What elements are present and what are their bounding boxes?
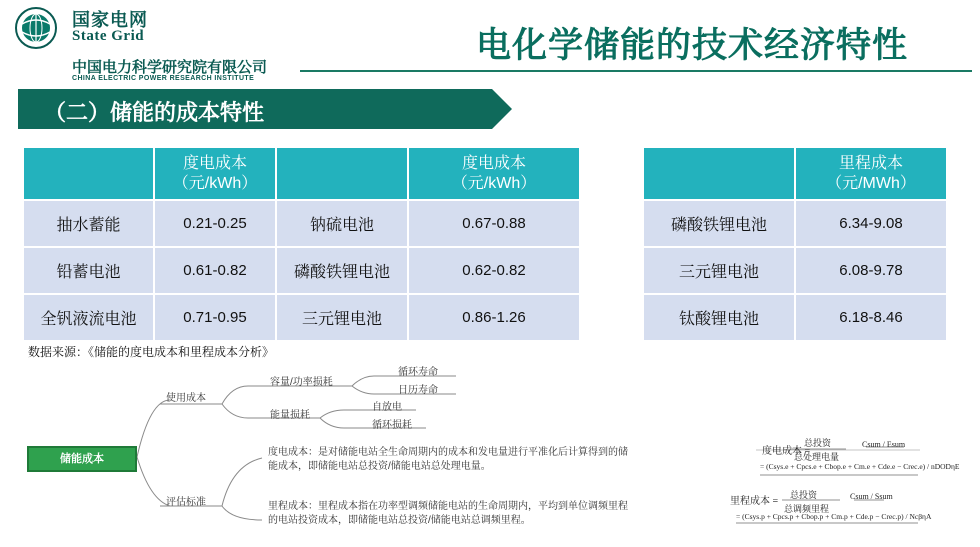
institute-name-en: CHINA ELECTRIC POWER RESEARCH INSTITUTE — [72, 75, 255, 82]
table-header-kwh-cost: 度电成本 （元/kWh） — [409, 148, 579, 199]
mindmap-node-use-cost: 使用成本 — [166, 393, 206, 404]
storage-type: 三元锂电池 — [277, 295, 407, 340]
cost-value: 6.34-9.08 — [796, 201, 946, 246]
slide-title: 电化学储能的技术经济特性 — [476, 26, 909, 65]
storage-type: 铅蓄电池 — [24, 248, 153, 293]
table-header-empty — [644, 148, 794, 199]
mileage-formula-fraction: Csum / Ssum — [850, 492, 893, 501]
mindmap-node-capacity-loss: 容量/功率损耗 — [270, 377, 333, 388]
mindmap-node-self-discharge: 自放电 — [372, 402, 402, 413]
mileage-formula-label: 里程成本 = — [730, 496, 779, 507]
data-source-note: 数据来源：《储能的度电成本和里程成本分析》 — [28, 345, 275, 359]
table-row — [644, 248, 946, 293]
mindmap-node-evaluation: 评估标准 — [166, 497, 206, 508]
kwh-formula-denominator: 总处理电量 — [794, 452, 840, 462]
table-header-mileage-cost: 里程成本 （元/MWh） — [796, 148, 946, 199]
mileage-formula-denominator: 总调频里程 — [784, 504, 830, 514]
table-row — [644, 295, 946, 340]
cost-value: 0.86-1.26 — [409, 295, 579, 340]
mindmap-node-cycle-life: 循环寿命 — [398, 367, 438, 378]
mileage-cost-table — [642, 146, 948, 342]
kwh-formula-expanded: = (Csys.e + Cpcs.e + Cbop.e + Cm.e + Cde.e − Crec.e) / nDODηE — [760, 462, 960, 471]
cost-value: 6.08-9.78 — [796, 248, 946, 293]
storage-type: 抽水蓄能 — [24, 201, 153, 246]
table-row — [24, 201, 579, 246]
mindmap-node-energy-loss: 能量损耗 — [270, 410, 310, 421]
section-heading: （二）储能的成本特性 — [44, 100, 265, 125]
mindmap-root-node: 储能成本 — [27, 446, 137, 472]
table-header-empty — [277, 148, 407, 199]
storage-type: 三元锂电池 — [644, 248, 794, 293]
storage-type: 钠硫电池 — [277, 201, 407, 246]
mindmap-node-cycle-loss: 循环损耗 — [372, 420, 412, 431]
mileage-formula-expanded: = (Csys.p + Cpcs.p + Cbop.p + Cm.p + Cde.p − Crec.p) / NcβηA — [736, 512, 932, 521]
kwh-formula-label: 度电成本 = — [762, 446, 811, 457]
kwh-cost-table — [22, 146, 581, 342]
storage-type: 磷酸铁锂电池 — [644, 201, 794, 246]
cost-value: 0.21-0.25 — [155, 201, 275, 246]
kwh-formula-numerator: 总投资 — [804, 438, 832, 448]
brand-name-en: State Grid — [72, 28, 145, 44]
cost-value: 0.62-0.82 — [409, 248, 579, 293]
state-grid-logo-icon — [14, 6, 58, 50]
brand-name-cn: 国家电网 — [72, 10, 148, 30]
mileage-cost-description-line2: 的电站投资成本，即储能电站总投资/储能电站总调频里程。 — [268, 515, 531, 526]
storage-type: 磷酸铁锂电池 — [277, 248, 407, 293]
institute-name-cn: 中国电力科学研究院有限公司 — [72, 59, 268, 76]
table-header-empty — [24, 148, 153, 199]
cost-value: 0.61-0.82 — [155, 248, 275, 293]
cost-value: 6.18-8.46 — [796, 295, 946, 340]
mindmap-node-calendar-life: 日历寿命 — [398, 385, 438, 396]
table-row — [24, 248, 579, 293]
table-header-kwh-cost: 度电成本 （元/kWh） — [155, 148, 275, 199]
kwh-cost-description-line1: 度电成本：是对储能电站全生命周期内的成本和发电量进行平准化后计算得到的储 — [268, 447, 628, 458]
kwh-cost-description-line2: 能成本，即储能电站总投资/储能电站总处理电量。 — [268, 461, 491, 472]
title-underline — [300, 70, 972, 72]
kwh-formula-fraction: Csum / Esum — [862, 440, 906, 449]
storage-type: 全钒液流电池 — [24, 295, 153, 340]
cost-value: 0.71-0.95 — [155, 295, 275, 340]
table-row — [24, 295, 579, 340]
mileage-cost-description-line1: 里程成本：里程成本指在功率型调频储能电站的生命周期内，平均到单位调频里程 — [268, 501, 628, 512]
table-row — [644, 201, 946, 246]
mileage-formula-numerator: 总投资 — [790, 490, 818, 500]
cost-value: 0.67-0.88 — [409, 201, 579, 246]
storage-type: 钛酸锂电池 — [644, 295, 794, 340]
